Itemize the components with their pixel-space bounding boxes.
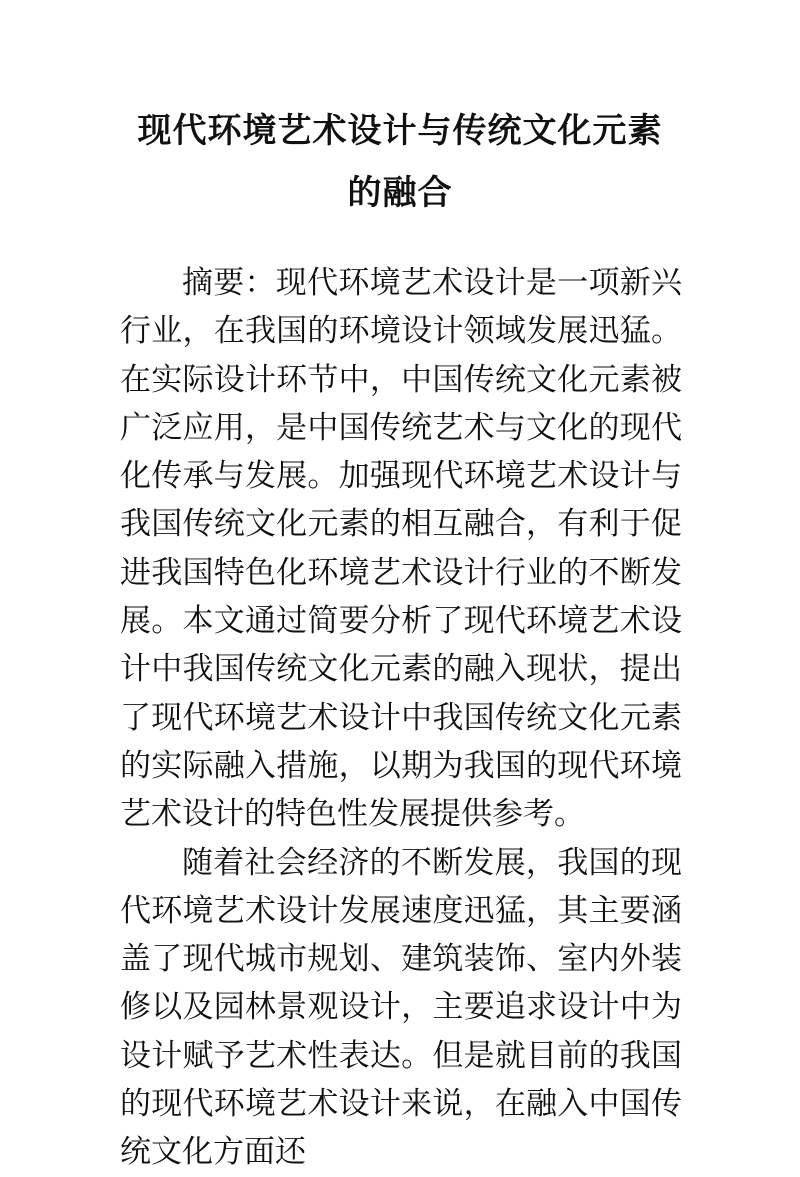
document-body bbox=[120, 259, 682, 1177]
title-line-1: 现代环境艺术设计与传统文化元素 bbox=[137, 111, 663, 151]
document-title bbox=[110, 100, 690, 224]
abstract-paragraph: 摘要：现代环境艺术设计是一项新兴行业，在我国的环境设计领域发展迅猛。在实际设计环节中，中国传统文化元素被广泛应用，是中国传统艺术与文化的现代化传承与发展。加强现代环境艺术设计与我国传统文化元素的相互融合，有利于促进我国特色化环境艺术设计行业的不断发展。本文通过简要分析了现代环境艺术设计中我国传统文化元素的融入现状，提出了现代环境艺术设计中我国传统文化元素的实际融入措施，以期为我国的现代环境艺术设计的特色性发展提供参考。 bbox=[120, 265, 682, 833]
title-line-2: 的融合 bbox=[347, 173, 453, 213]
body-paragraph: 随着社会经济的不断发展，我国的现代环境艺术设计发展速度迅猛，其主要涵盖了现代城市规划、建筑装饰、室内外装修以及园林景观设计，主要追求设计中为设计赋予艺术性表达。但是就目前的我国的现代环境艺术设计来说，在融入中国传统文化方面还 bbox=[120, 844, 682, 1171]
